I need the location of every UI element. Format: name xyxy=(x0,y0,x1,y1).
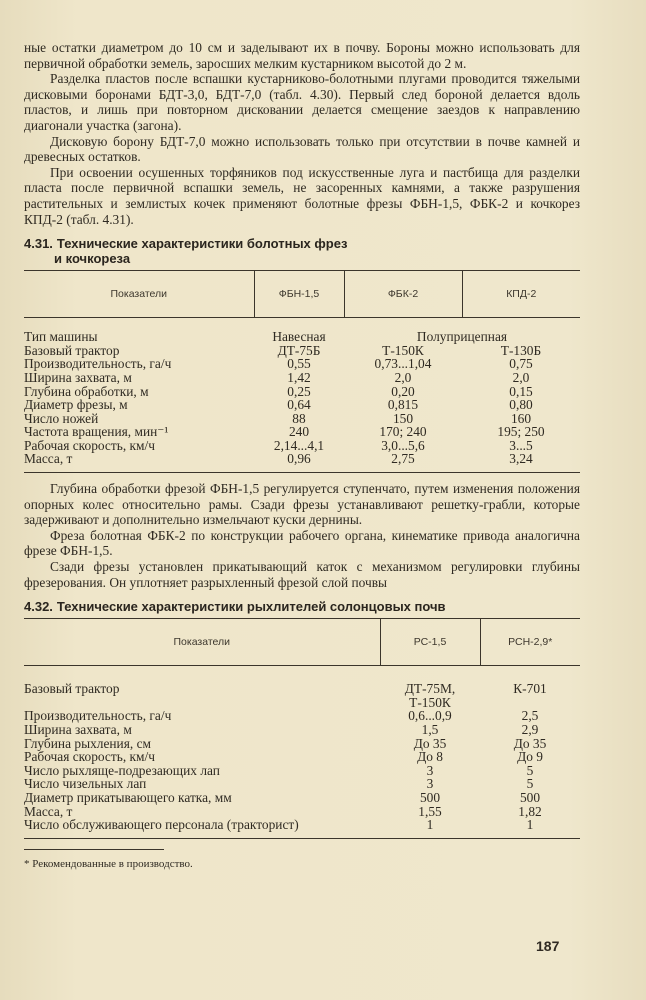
table-4-32 xyxy=(24,618,580,839)
paragraph: Глубина обработки фрезой ФБН-1,5 регулируется ступенчато, путем изменения положения опорных колес относительно рамы. Сзади фрезы устанавливают решетку-грабли, которые задерживают и дополнительно измельчают куски дернины. xyxy=(24,481,580,528)
cell: Т-150К xyxy=(382,342,424,358)
table-title-line: Технические характеристики болотных фрез xyxy=(56,236,348,252)
table-row xyxy=(24,425,580,439)
cell: 2,0 xyxy=(512,369,530,385)
row-label: Глубина рыхления, см xyxy=(24,735,151,751)
cell: До 9 xyxy=(517,749,543,765)
table-row xyxy=(24,723,580,737)
row-label: Производительность, га/ч xyxy=(24,356,172,372)
cell: 240 xyxy=(288,424,310,440)
paragraph: ные остатки диаметром до 10 см и заделывают их в почву. Бороны можно использовать для первичной обработки земель, заросших мелким кустарником высотой до 2 м. xyxy=(24,40,580,71)
column-header: РСН-2,9* xyxy=(480,619,580,666)
cell: 3 xyxy=(426,776,434,792)
cell: 0,15 xyxy=(509,383,533,399)
footnote-divider xyxy=(24,849,164,850)
cell: 1 xyxy=(480,818,580,838)
cell: 3 xyxy=(426,762,434,778)
footnote: * Рекомендованные в производство. xyxy=(24,857,193,870)
paragraph: При освоении осушенных торфяников под искусственные луга и пастбища для разделки пласта после первичной вспашки земель, не засоренных камнями, а также разрушения растительных и землистых кочек применяют болотные фрезы ФБН-1,5, ФБК-2 и кочкорез КПД-2 (табл. 4.31). xyxy=(24,164,580,227)
cell: 160 xyxy=(510,410,532,426)
column-header: Показатели xyxy=(24,271,254,318)
table-row xyxy=(24,777,580,791)
cell: 1 xyxy=(380,818,480,838)
table-row xyxy=(24,398,580,412)
cell: ДТ-75Б xyxy=(277,342,321,358)
cell: 1,82 xyxy=(518,803,542,819)
table-row xyxy=(24,666,580,710)
table-number: 4.32. xyxy=(24,599,53,615)
row-label: Число ножей xyxy=(24,410,99,426)
row-label: Диаметр прикатывающего катка, мм xyxy=(24,789,232,805)
table-row xyxy=(24,412,580,426)
cell: До 8 xyxy=(417,749,443,765)
cell: 5 xyxy=(526,776,534,792)
row-label: Базовый трактор xyxy=(24,342,120,358)
table-title-line: Технические характеристики рыхлителей солонцовых почв xyxy=(56,599,446,615)
table-row xyxy=(24,818,580,838)
row-label: Ширина захвата, м xyxy=(24,722,132,737)
row-label: Ширина захвата, м xyxy=(24,369,132,385)
row-label: Глубина обработки, м xyxy=(24,383,149,399)
table-row xyxy=(24,439,580,453)
cell: 2,5 xyxy=(521,708,539,724)
cell: К-701 xyxy=(513,681,547,697)
row-label: Число обслуживающего персонала (тракторист) xyxy=(24,818,380,838)
cell-line: ДТ-75М, xyxy=(404,681,456,697)
row-label: Производительность, га/ч xyxy=(24,708,172,724)
table-row xyxy=(24,385,580,399)
row-label: Масса, т xyxy=(24,452,254,472)
paragraph: Дисковую борону БДТ-7,0 можно использовать только при отсутствии в почве камней и древесных остатков. xyxy=(24,133,580,165)
cell xyxy=(380,666,480,710)
cell: 1,42 xyxy=(287,369,311,385)
table-row xyxy=(24,371,580,385)
cell: 0,815 xyxy=(387,397,419,413)
cell-line: Т-150К xyxy=(409,694,451,710)
column-header: РС-1,5 xyxy=(380,619,480,666)
column-header: ФБК-2 xyxy=(344,271,462,318)
cell: 3,0...5,6 xyxy=(381,437,425,453)
cell: 0,96 xyxy=(254,452,344,472)
cell: 2,0 xyxy=(394,369,412,385)
row-label: Рабочая скорость, км/ч xyxy=(24,437,155,453)
cell: 0,73...1,04 xyxy=(374,356,432,372)
page-content xyxy=(24,40,580,871)
cell: 1,55 xyxy=(418,803,442,819)
cell: 0,80 xyxy=(509,397,533,413)
row-label: Число чизельных лап xyxy=(24,776,147,792)
table-row xyxy=(24,737,580,751)
cell: Навесная xyxy=(272,329,326,345)
row-label: Базовый трактор xyxy=(24,681,120,697)
table-number: 4.31. xyxy=(24,236,53,252)
row-label: Число рыхляще-подрезающих лап xyxy=(24,762,220,778)
row-label: Масса, т xyxy=(24,803,73,819)
row-label: Частота вращения, мин⁻¹ xyxy=(24,424,169,440)
column-header: КПД-2 xyxy=(462,271,580,318)
cell: 500 xyxy=(419,789,441,805)
table-title-line: и кочкореза xyxy=(54,251,131,267)
page-number: 187 xyxy=(536,938,560,954)
cell: 1,5 xyxy=(421,722,439,737)
paragraph: Сзади фрезы установлен прикатывающий каток с механизмом регулировки глубины фрезерования. Он уплотняет разрыхленный фрезой слой почвы xyxy=(24,559,580,590)
cell: До 35 xyxy=(413,735,447,751)
cell: 5 xyxy=(526,762,534,778)
row-label: Диаметр фрезы, м xyxy=(24,397,128,413)
cell: 0,75 xyxy=(509,356,533,372)
cell: 195; 250 xyxy=(497,424,545,440)
cell: 3,24 xyxy=(462,452,580,472)
cell: 2,9 xyxy=(521,722,539,737)
cell: 170; 240 xyxy=(379,424,427,440)
column-header: Показатели xyxy=(24,619,380,666)
cell: 0,20 xyxy=(391,383,415,399)
cell: 88 xyxy=(292,410,306,426)
table-row xyxy=(24,344,580,358)
table-4-31 xyxy=(24,270,580,473)
table-row xyxy=(24,750,580,764)
cell: 2,14...4,1 xyxy=(273,437,325,453)
cell: 0,6...0,9 xyxy=(408,708,452,724)
cell: 0,64 xyxy=(287,397,311,413)
table-header-row xyxy=(24,271,580,318)
cell: 3...5 xyxy=(509,437,533,453)
row-label: Тип машины xyxy=(24,329,98,345)
table-row xyxy=(24,805,580,819)
cell: Т-130Б xyxy=(500,342,542,358)
table-row xyxy=(24,791,580,805)
table-row xyxy=(24,318,580,344)
cell: 0,25 xyxy=(287,383,311,399)
table-4-32-title xyxy=(24,599,580,614)
table-row xyxy=(24,357,580,371)
paragraph: Разделка пластов после вспашки кустарниково-болотными плугами проводится тяжелыми дисковыми боронами БДТ-3,0, БДТ-7,0 (табл. 4.30). Первый след бороной делается вдоль пластов, и лишь при повторном дисковании делается смещение заездов к направлению диагонали участка (загона). xyxy=(24,71,580,133)
column-header: ФБН-1,5 xyxy=(254,271,344,318)
row-label: Рабочая скорость, км/ч xyxy=(24,749,155,765)
cell: Полуприцепная xyxy=(416,329,508,345)
cell: До 35 xyxy=(513,735,547,751)
cell: 500 xyxy=(519,789,541,805)
table-row xyxy=(24,764,580,778)
cell: 150 xyxy=(392,410,414,426)
table-4-31-title xyxy=(24,236,580,266)
table-row xyxy=(24,709,580,723)
cell: 2,75 xyxy=(344,452,462,472)
paragraph: Фреза болотная ФБК-2 по конструкции рабочего органа, кинематике привода аналогична фрезе ФБН-1,5. xyxy=(24,527,580,559)
table-header-row xyxy=(24,619,580,666)
cell: 0,55 xyxy=(287,356,311,372)
table-row xyxy=(24,452,580,472)
